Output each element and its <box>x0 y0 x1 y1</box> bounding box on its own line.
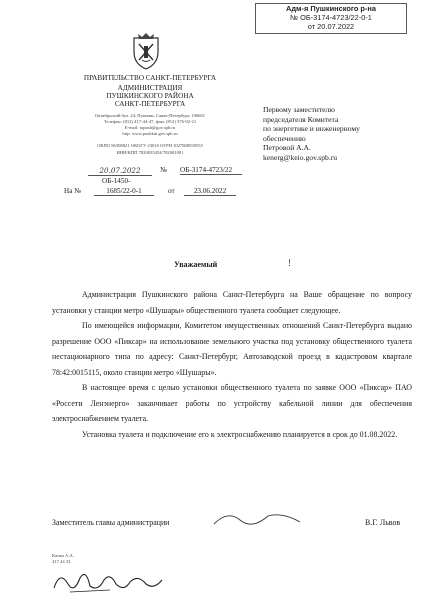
letterhead-address-2: Телефон: (812) 417-44-47, факс (812) 576-92-21 <box>103 119 197 124</box>
signatory-title: Заместитель главы администрации <box>52 518 170 527</box>
letterhead-web: http: www.pushkin.gov.spb.ru <box>122 131 178 136</box>
registration-stamp <box>255 3 407 34</box>
ref-date: 23.06.2022 <box>184 187 236 196</box>
paragraph-1: Администрация Пушкинского района Санкт-Петербурга на Ваше обращение по вопросу установки у станции метро «Шушары» общественного туалета сообщает следующее. <box>52 290 412 315</box>
addressee-email: kenerg@keio.gov.spb.ru <box>263 152 338 162</box>
executor-name: Катин А.А. <box>52 553 74 558</box>
executor-phone: 417 44 33 <box>52 559 71 564</box>
ref-number-line-2: 1685/22-0-1 <box>94 187 154 196</box>
paragraph-4: Установка туалета и подключение его к электроснабжению планируется в срок до 01.08.2022. <box>82 429 398 439</box>
letter-body <box>52 287 412 442</box>
stamp-line-1: Адм-я Пушкинского р-на <box>286 4 376 13</box>
stamp-line-2: № ОБ-3174-4723/22-0-1 <box>290 13 372 22</box>
number-sign: № <box>160 166 167 174</box>
letterhead-government: ПРАВИТЕЛЬСТВО САНКТ-ПЕТЕРБУРГА <box>83 74 217 82</box>
handwritten-signature-icon <box>50 566 165 596</box>
letterhead-district: ПУШКИНСКОГО РАЙОНА <box>106 92 194 100</box>
addressee-line-1: Первому заместителю <box>263 105 335 114</box>
outgoing-date: 20.07.2022 <box>88 166 152 176</box>
letterhead-address-1: Октябрьский бул. 24, Пушкин, Санкт-Петербург, 196601 <box>94 113 206 118</box>
coat-of-arms-icon <box>128 30 164 70</box>
na-label: На № <box>64 187 82 195</box>
addressee-block <box>263 105 423 162</box>
ref-number-line-1: ОБ-1450- <box>102 177 131 185</box>
ot-label: от <box>168 187 175 195</box>
greeting-mark: ! <box>288 258 291 268</box>
stamp-line-3: от 20.07.2022 <box>307 22 355 31</box>
letterhead-codes-1: ОКПО 96308821 ОКОГУ 23010 ОГРН 1027808939555 <box>97 143 203 148</box>
signatory-name: В.Г. Львов <box>365 518 401 527</box>
executor-block <box>52 553 74 565</box>
addressee-line-2: председателя Комитета <box>263 114 339 124</box>
letterhead-admin: АДМИНИСТРАЦИЯ <box>117 84 183 92</box>
letterhead-codes-2: ИНН/КПП 7820035454/782001001 <box>116 150 184 155</box>
greeting: Уважаемый <box>174 260 218 269</box>
addressee-line-3: по энергетике и инженерному <box>263 124 360 133</box>
signature-mark-icon <box>210 508 310 530</box>
paragraph-3: В настоящее время с целью установки общественного туалета по заявке ООО «Пиксар» ПАО «Россети Ленэнерго» заканчивает работы по устройству кабельной линии для обеспечения электроснабжением туалета. <box>52 383 412 423</box>
addressee-line-4: обеспечению <box>263 133 306 143</box>
addressee-line-5: Петровой А.А. <box>263 143 311 152</box>
letterhead-city: САНКТ-ПЕТЕРБУРГА <box>114 100 186 108</box>
letterhead-email: E-mail: tupush@gov.spb.ru <box>124 125 176 130</box>
outgoing-number: ОБ-3174-4723/22 <box>180 166 242 175</box>
paragraph-2: По имеющейся информации, Комитетом имущественных отношений Санкт-Петербурга выдано разрешение ООО «Пиксар» на использование земельного участка под установку общественного туалета нестационарного типа по адресу: Санкт-Петербург, Автозаводской проезд в кадастровом квартале 78:42:0015115, около станции метро «Шушары». <box>52 321 412 377</box>
